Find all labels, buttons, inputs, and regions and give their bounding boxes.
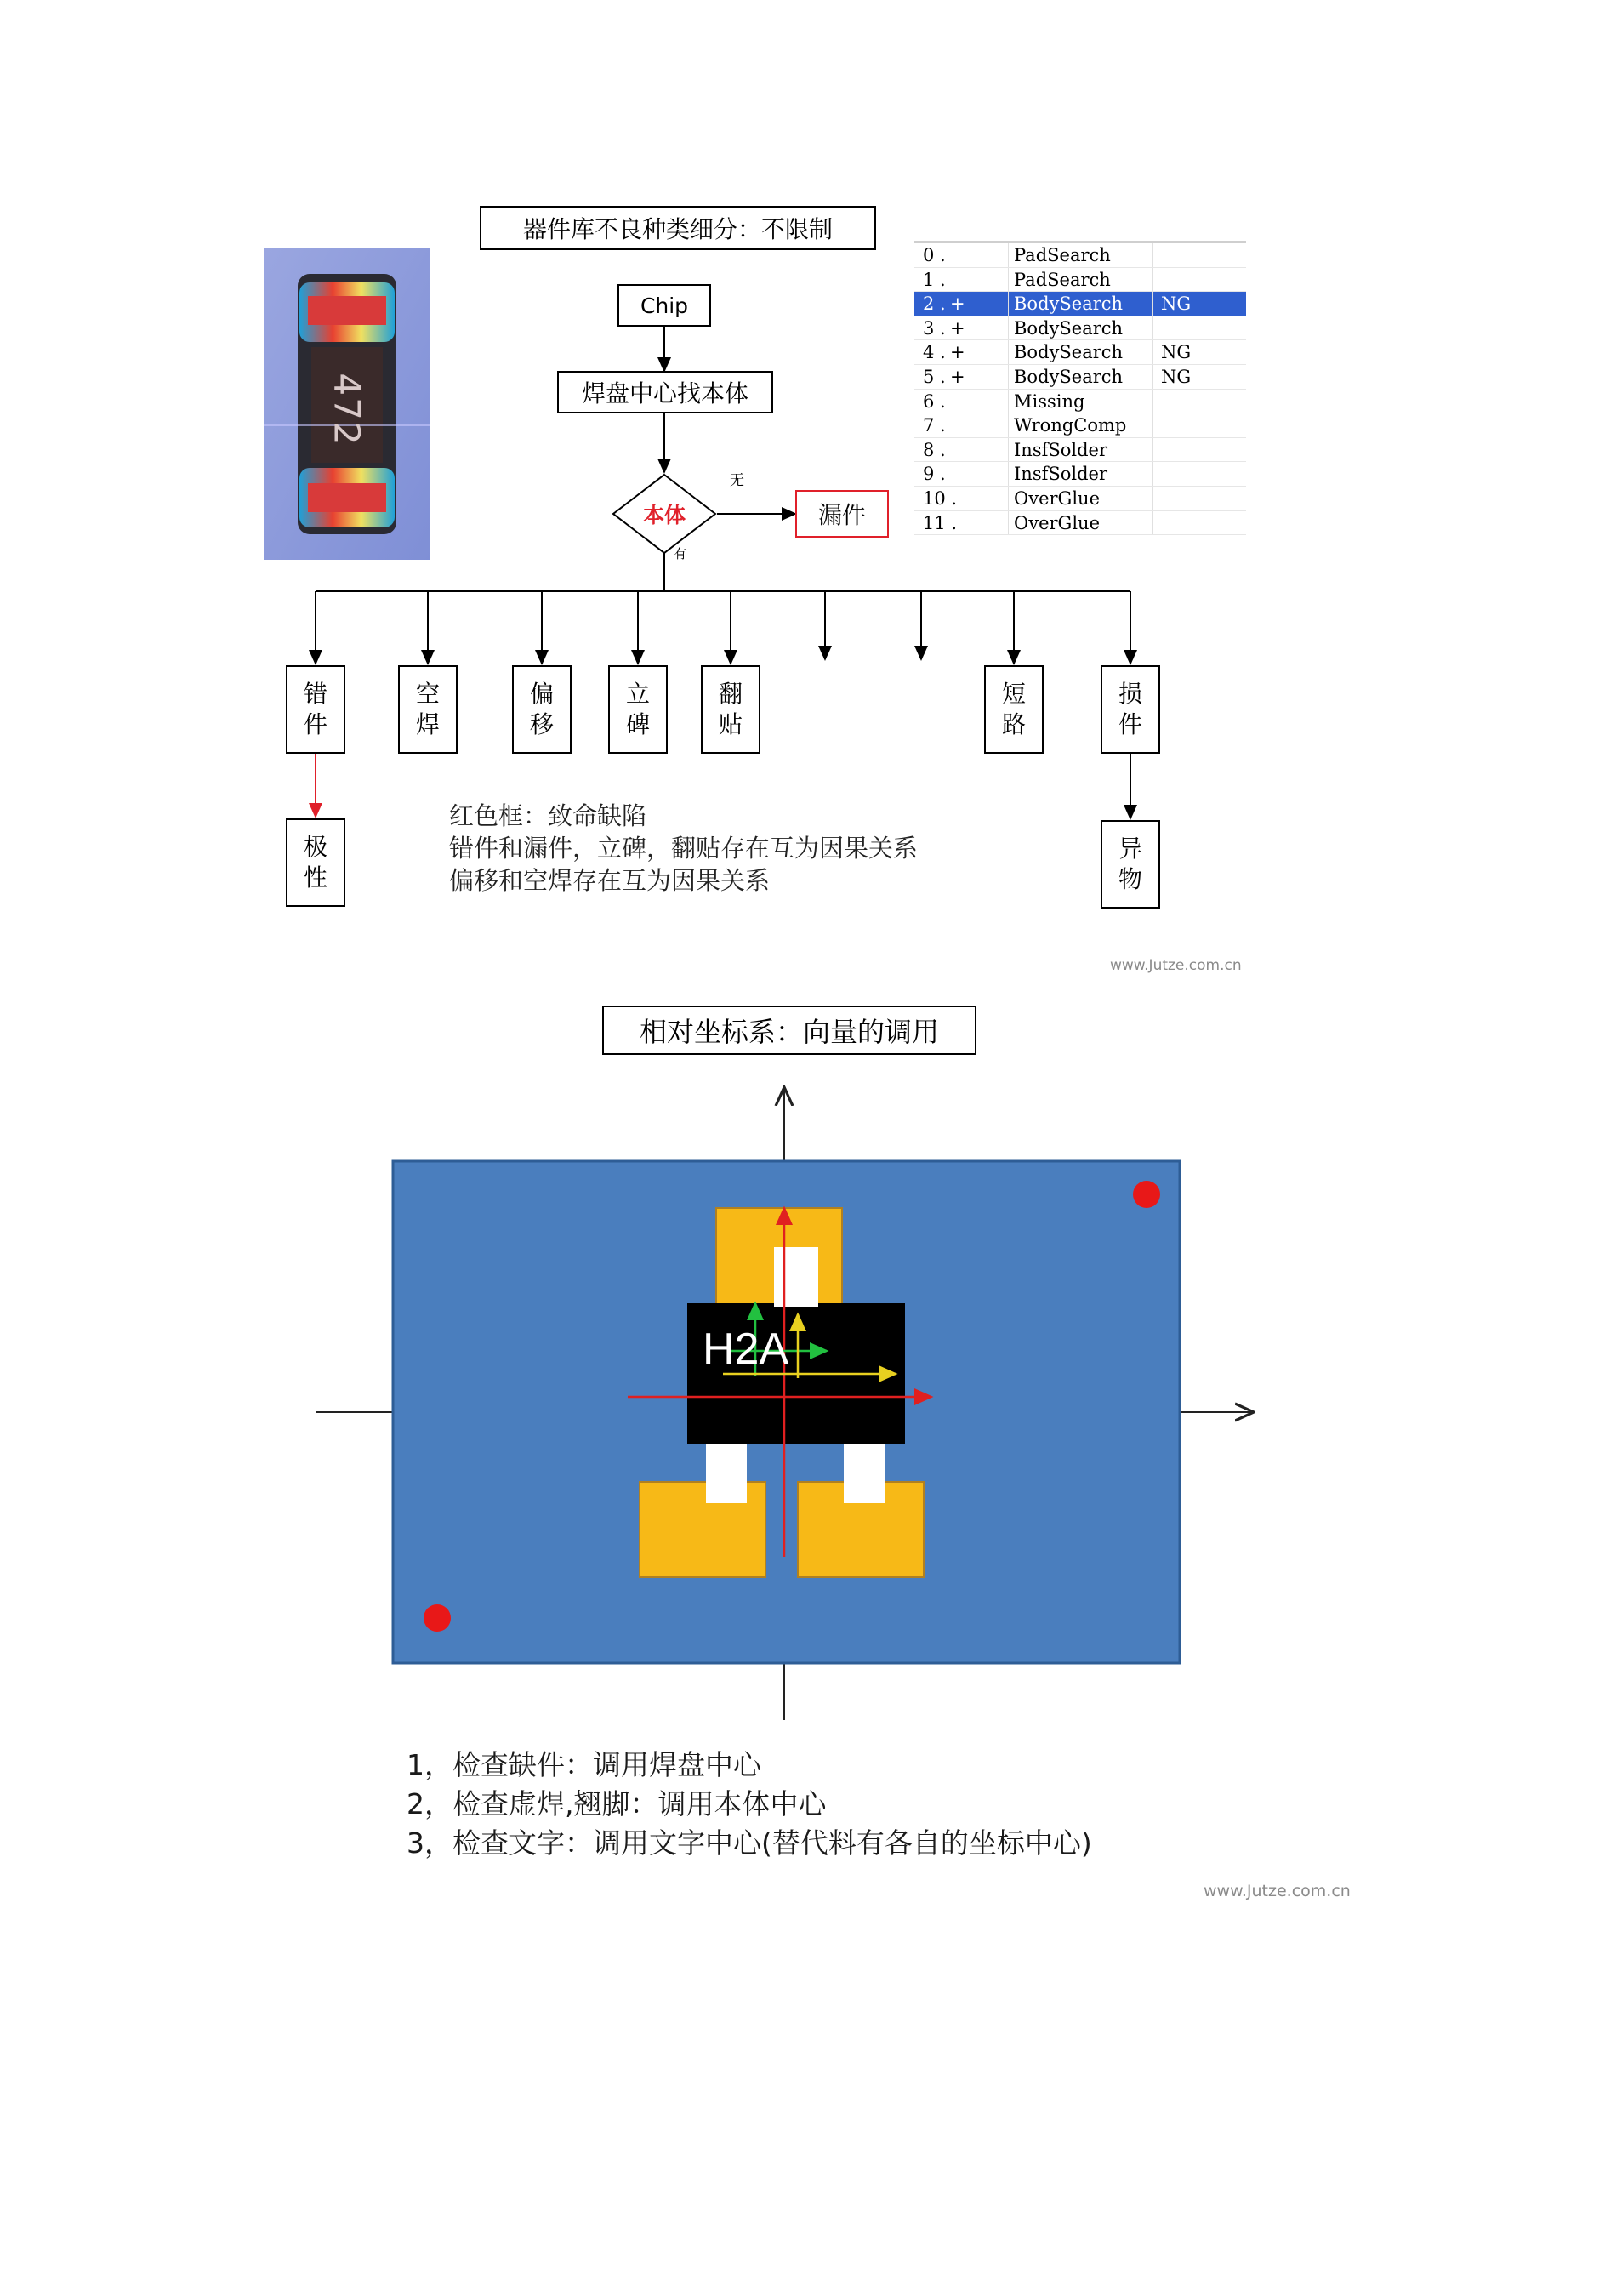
watermark-1: www.Jutze.com.cn <box>1110 957 1242 974</box>
diagram-title: 器件库不良种类细分：不限制 <box>480 206 876 250</box>
usage-list-item-3: 3，检查文字：调用文字中心(替代料有各自的坐标中心) <box>407 1826 1092 1860</box>
watermark-2: www.Jutze.com.cn <box>1204 1882 1351 1900</box>
yes-label: 有 <box>674 546 687 561</box>
table-row[interactable]: 6 . Missing <box>914 390 1246 414</box>
category-flipped: 翻贴 <box>701 665 760 754</box>
inspection-table <box>914 241 1246 535</box>
table-row[interactable]: 3 . + BodySearch <box>914 316 1246 341</box>
usage-list-item-2: 2，检查虚焊,翘脚：调用本体中心 <box>407 1787 827 1820</box>
missing-box: 漏件 <box>795 490 889 538</box>
table-row[interactable]: 11 . OverGlue <box>914 511 1246 536</box>
category-polarity: 极性 <box>286 818 345 907</box>
category-insufficient-solder: 空焊 <box>398 665 458 754</box>
table-row[interactable]: 5 . + BodySearch NG <box>914 365 1246 390</box>
no-label: 无 <box>730 472 744 489</box>
coordinate-diagram <box>306 1080 1284 1727</box>
chip-photo <box>264 248 430 560</box>
decision-label: 本体 <box>642 503 686 527</box>
category-foreign-object: 异物 <box>1101 820 1160 909</box>
chip-box: Chip <box>617 284 711 327</box>
table-row-selected[interactable]: 2 . + BodySearch NG <box>914 292 1246 316</box>
table-row[interactable]: 10 . OverGlue <box>914 487 1246 511</box>
table-row[interactable]: 7 . WrongComp <box>914 413 1246 438</box>
note-causality-2: 偏移和空焊存在互为因果关系 <box>449 866 771 895</box>
usage-list-item-1: 1，检查缺件：调用焊盘中心 <box>407 1748 761 1781</box>
category-tombstone: 立碑 <box>608 665 668 754</box>
table-row[interactable]: 9 . InsfSolder <box>914 462 1246 487</box>
chip-marking: 472 <box>326 373 368 447</box>
category-damaged: 损件 <box>1101 665 1160 754</box>
table-row[interactable]: 0 . PadSearch <box>914 243 1246 268</box>
component-text: H2A <box>703 1325 789 1374</box>
table-row[interactable]: 1 . PadSearch <box>914 268 1246 293</box>
table-row[interactable]: 4 . + BodySearch NG <box>914 340 1246 365</box>
table-row[interactable]: 8 . InsfSolder <box>914 438 1246 463</box>
category-shift: 偏移 <box>512 665 572 754</box>
pad-center-box: 焊盘中心找本体 <box>557 371 773 413</box>
note-red-frame: 红色框：致命缺陷 <box>449 801 647 830</box>
coordinate-title: 相对坐标系：向量的调用 <box>602 1006 976 1055</box>
note-causality-1: 错件和漏件，立碑，翻贴存在互为因果关系 <box>449 834 919 863</box>
category-wrong-part: 错件 <box>286 665 345 754</box>
category-short: 短路 <box>984 665 1044 754</box>
